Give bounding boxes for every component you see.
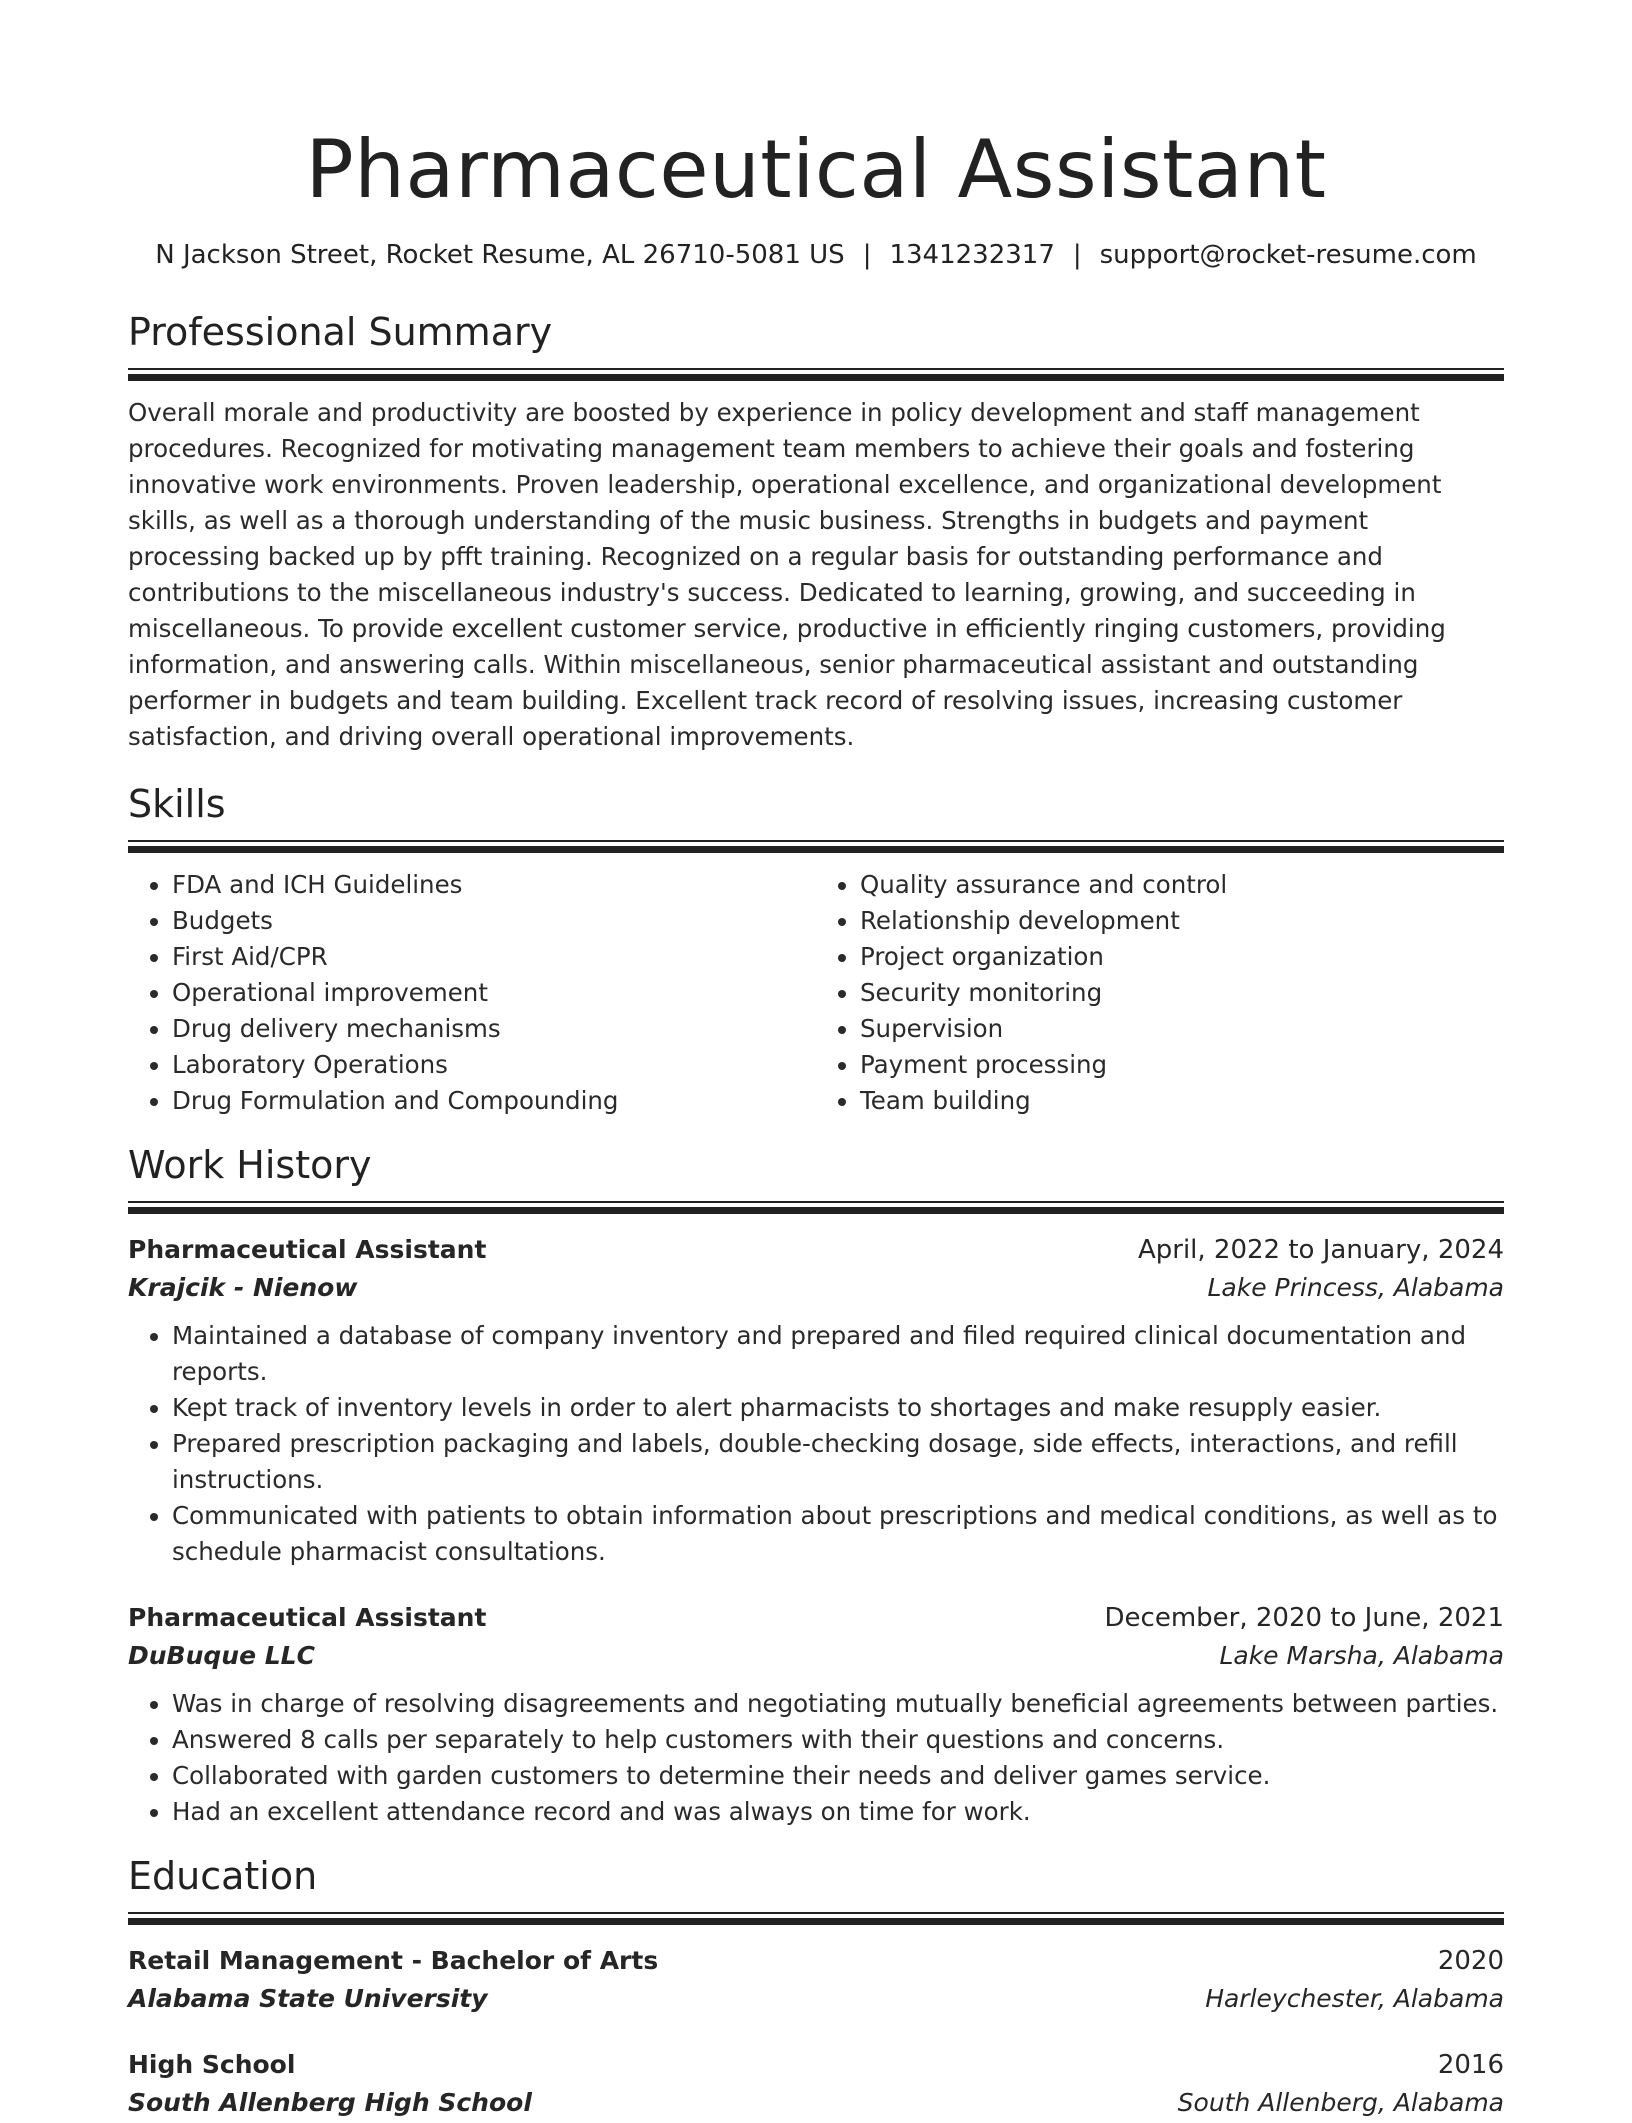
skill-item: • Operational improvement bbox=[172, 975, 816, 1011]
resume-page bbox=[128, 0, 1504, 2123]
work-history-section bbox=[128, 1141, 1504, 1830]
contact-separator: | bbox=[862, 240, 872, 270]
contact-phone: 1341232317 bbox=[889, 240, 1055, 270]
job-dates: April, 2022 to January, 2024 bbox=[1137, 1234, 1504, 1265]
skills-title: Skills bbox=[128, 781, 226, 826]
skill-item: • Supervision bbox=[860, 1011, 1504, 1047]
job-entry bbox=[128, 1600, 1504, 1830]
education-degree: High School bbox=[128, 2049, 296, 2079]
job-duty: • Maintained a database of company inventory and prepared and filed required clinical documentation and reports. bbox=[172, 1318, 1504, 1390]
job-title: Pharmaceutical Assistant bbox=[128, 1602, 487, 1632]
skills-columns bbox=[128, 867, 1504, 1119]
skill-item: • FDA and ICH Guidelines bbox=[172, 867, 816, 903]
education-year: 2020 bbox=[1437, 1945, 1504, 1976]
education-school: Alabama State University bbox=[128, 1983, 488, 2013]
education-location: Harleychester, Alabama bbox=[1205, 1983, 1504, 2013]
skill-item: • Team building bbox=[860, 1083, 1504, 1119]
education-year: 2016 bbox=[1437, 2049, 1504, 2080]
job-duties bbox=[128, 1686, 1504, 1830]
skill-item: • Project organization bbox=[860, 939, 1504, 975]
contact-separator: | bbox=[1072, 240, 1082, 270]
education-entry bbox=[128, 1943, 1504, 2019]
job-duty: • Kept track of inventory levels in order to alert pharmacists to shortages and make resupply easier. bbox=[172, 1390, 1504, 1426]
job-company: DuBuque LLC bbox=[128, 1640, 315, 1670]
section-divider bbox=[128, 1912, 1504, 1925]
job-dates: December, 2020 to June, 2021 bbox=[1104, 1602, 1504, 1633]
contact-address: N Jackson Street, Rocket Resume, AL 26710-5081 US bbox=[155, 240, 845, 270]
job-location: Lake Marsha, Alabama bbox=[1219, 1640, 1504, 1670]
skills-list-left bbox=[128, 867, 816, 1119]
candidate-name: Pharmaceutical Assistant bbox=[305, 123, 1327, 216]
skill-item: • Security monitoring bbox=[860, 975, 1504, 1011]
skill-item: • Budgets bbox=[172, 903, 816, 939]
job-title: Pharmaceutical Assistant bbox=[128, 1234, 487, 1264]
job-duties bbox=[128, 1318, 1504, 1570]
education-school: South Allenberg High School bbox=[128, 2087, 532, 2117]
section-divider bbox=[128, 368, 1504, 381]
contact-email[interactable]: support@rocket-resume.com bbox=[1099, 240, 1477, 270]
job-duty: • Prepared prescription packaging and labels, double-checking dosage, side effects, interactions, and refill instructions. bbox=[172, 1426, 1504, 1498]
skill-item: • Drug delivery mechanisms bbox=[172, 1011, 816, 1047]
skills-section bbox=[128, 780, 1504, 1119]
job-duty: • Collaborated with garden customers to determine their needs and deliver games service. bbox=[172, 1758, 1504, 1794]
skill-item: • Relationship development bbox=[860, 903, 1504, 939]
summary-text: Overall morale and productivity are boosted by experience in policy development and staff management procedures. Recognized for motivating management team members to achieve their goals and fostering innovative work environments. Proven leadership, operational excellence, and organizational development skills, as well as a thorough understanding of the music business. Strengths in budgets and payment processing backed up by pfft training. Recognized on a regular basis for outstanding performance and contributions to the miscellaneous industry's success. Dedicated to learning, growing, and succeeding in miscellaneous. To provide excellent customer service, productive in efficiently ringing customers, providing information, and answering calls. Within miscellaneous, senior pharmaceutical assistant and outstanding performer in budgets and team building. Excellent track record of resolving issues, increasing customer satisfaction, and driving overall operational improvements. bbox=[128, 398, 1446, 751]
job-duty: • Communicated with patients to obtain information about prescriptions and medical conditions, as well as to schedule pharmacist consultations. bbox=[172, 1498, 1504, 1570]
summary-section bbox=[128, 308, 1504, 755]
education-degree: Retail Management - Bachelor of Arts bbox=[128, 1945, 659, 1975]
job-location: Lake Princess, Alabama bbox=[1207, 1272, 1504, 1302]
contact-line bbox=[128, 238, 1504, 272]
education-entry bbox=[128, 2047, 1504, 2123]
work-history-title: Work History bbox=[128, 1142, 372, 1187]
skill-item: • First Aid/CPR bbox=[172, 939, 816, 975]
section-divider bbox=[128, 840, 1504, 853]
section-divider bbox=[128, 1201, 1504, 1214]
job-duty: • Had an excellent attendance record and was always on time for work. bbox=[172, 1794, 1504, 1830]
education-location: South Allenberg, Alabama bbox=[1177, 2087, 1504, 2117]
job-entry bbox=[128, 1232, 1504, 1570]
job-duty: • Was in charge of resolving disagreements and negotiating mutually beneficial agreements between parties. bbox=[172, 1686, 1504, 1722]
summary-title: Professional Summary bbox=[128, 310, 553, 354]
education-title: Education bbox=[128, 1853, 318, 1898]
job-duty: • Answered 8 calls per separately to help customers with their questions and concerns. bbox=[172, 1722, 1504, 1758]
job-company: Krajcik - Nienow bbox=[128, 1272, 358, 1302]
skill-item: • Laboratory Operations bbox=[172, 1047, 816, 1083]
skills-list-right bbox=[816, 867, 1504, 1119]
skill-item: • Quality assurance and control bbox=[860, 867, 1504, 903]
skill-item: • Drug Formulation and Compounding bbox=[172, 1083, 816, 1119]
education-section bbox=[128, 1852, 1504, 2123]
skill-item: • Payment processing bbox=[860, 1047, 1504, 1083]
